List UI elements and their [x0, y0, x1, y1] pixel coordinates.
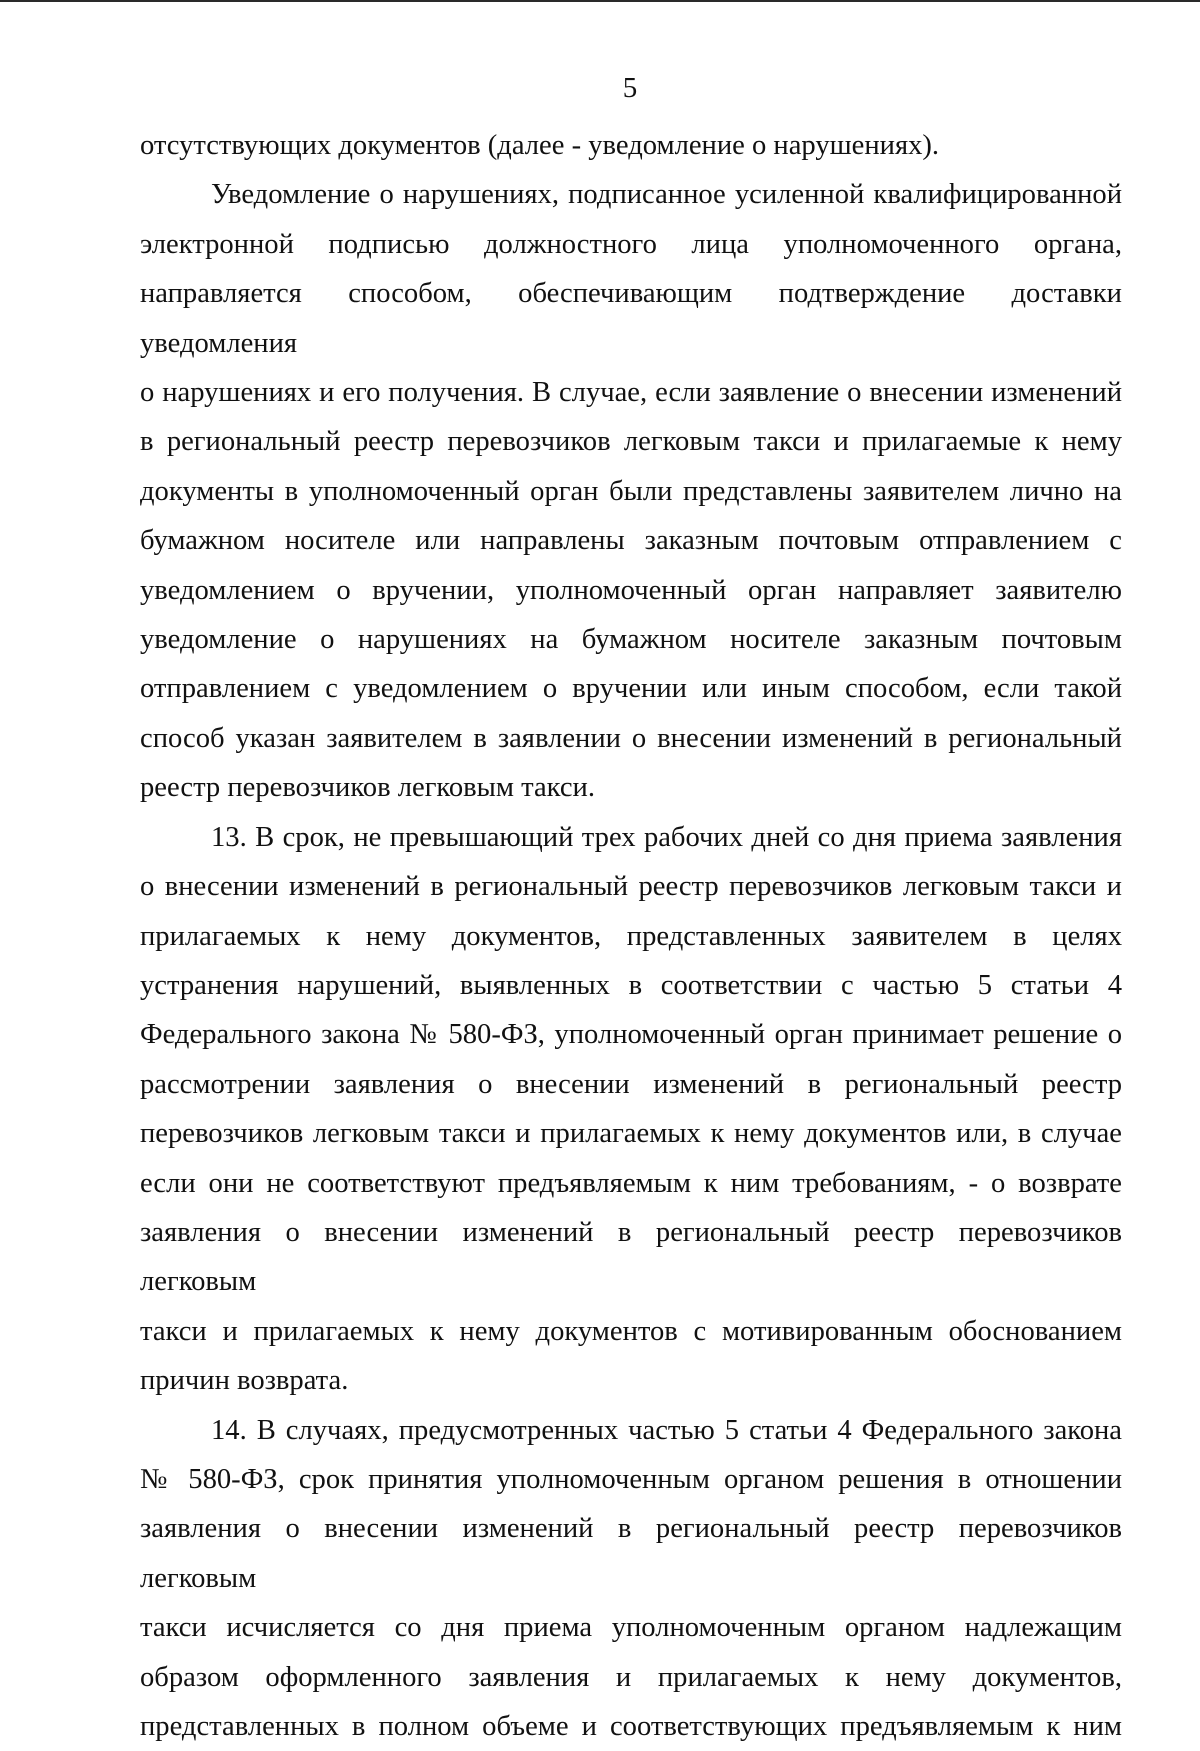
- text-line: такси и прилагаемых к нему документов с мотивированным обоснованием: [140, 1315, 1122, 1347]
- paragraph-2: [140, 813, 1122, 1406]
- text-line: образом оформленного заявления и прилагаемых к нему документов,: [140, 1661, 1122, 1693]
- text-line: уведомление о нарушениях на бумажном носителе заказным почтовым: [140, 624, 1122, 656]
- text-line: перевозчиков легковым такси и прилагаемых к нему документов или, в случае: [140, 1118, 1122, 1150]
- text-line: рассмотрении заявления о внесении изменений в региональный реестр: [140, 1068, 1122, 1100]
- text-line: о нарушениях и его получения. В случае, если заявление о внесении изменений: [140, 377, 1122, 409]
- text-line: направляется способом, обеспечивающим подтверждение доставки уведомления: [140, 278, 1122, 359]
- text-line: реестр перевозчиков легковым такси.: [140, 772, 595, 804]
- text-line: отсутствующих документов (далее - уведомление о нарушениях).: [140, 130, 940, 161]
- text-line: отправлением с уведомлением о вручении или иным способом, если такой: [140, 673, 1122, 705]
- text-line: прилагаемых к нему документов, представленных заявителем в целях: [140, 920, 1122, 952]
- document-body: [140, 121, 1122, 1751]
- text-line: Федерального закона № 580-ФЗ, уполномоченный орган принимает решение о: [140, 1019, 1122, 1051]
- text-line: о внесении изменений в региональный реестр перевозчиков легковым такси и: [140, 871, 1122, 903]
- text-line: причин возврата.: [140, 1365, 349, 1397]
- text-line: если они не соответствуют предъявляемым к ним требованиям, - о возврате: [140, 1167, 1122, 1199]
- paragraph-1: [140, 170, 1122, 812]
- text-line: такси исчисляется со дня приема уполномоченным органом надлежащим: [140, 1612, 1122, 1644]
- text-line: устранения нарушений, выявленных в соответствии с частью 5 статьи 4: [140, 969, 1122, 1001]
- text-line: в региональный реестр перевозчиков легковым такси и прилагаемые к нему: [140, 426, 1122, 458]
- text-line: Уведомление о нарушениях, подписанное усиленной квалифицированной: [211, 179, 1122, 211]
- text-line: представленных в полном объеме и соответствующих предъявляемым к ним: [140, 1711, 1122, 1742]
- text-line: бумажном носителе или направлены заказным почтовым отправлением с: [140, 525, 1122, 557]
- text-line: 14. В случаях, предусмотренных частью 5 статьи 4 Федерального закона: [211, 1414, 1122, 1446]
- text-line: заявления о внесении изменений в региональный реестр перевозчиков легковым: [140, 1216, 1122, 1298]
- page-number: 5: [622, 72, 638, 104]
- text-line: способ указан заявителем в заявлении о внесении изменений в региональный: [140, 722, 1122, 754]
- text-line: заявления о внесении изменений в региональный реестр перевозчиков легковым: [140, 1513, 1122, 1594]
- paragraph-3: [140, 1406, 1122, 1751]
- text-line: № 580-ФЗ, срок принятия уполномоченным органом решения в отношении: [140, 1463, 1122, 1495]
- text-line: 13. В срок, не превышающий трех рабочих дней со дня приема заявления: [211, 821, 1122, 853]
- text-line: электронной подписью должностного лица уполномоченного органа,: [140, 228, 1122, 260]
- top-edge-line: [0, 0, 1200, 2]
- text-line: уведомлением о вручении, уполномоченный орган направляет заявителю: [140, 574, 1122, 606]
- paragraph-0: [140, 121, 1122, 170]
- text-line: документы в уполномоченный орган были представлены заявителем лично на: [140, 475, 1122, 507]
